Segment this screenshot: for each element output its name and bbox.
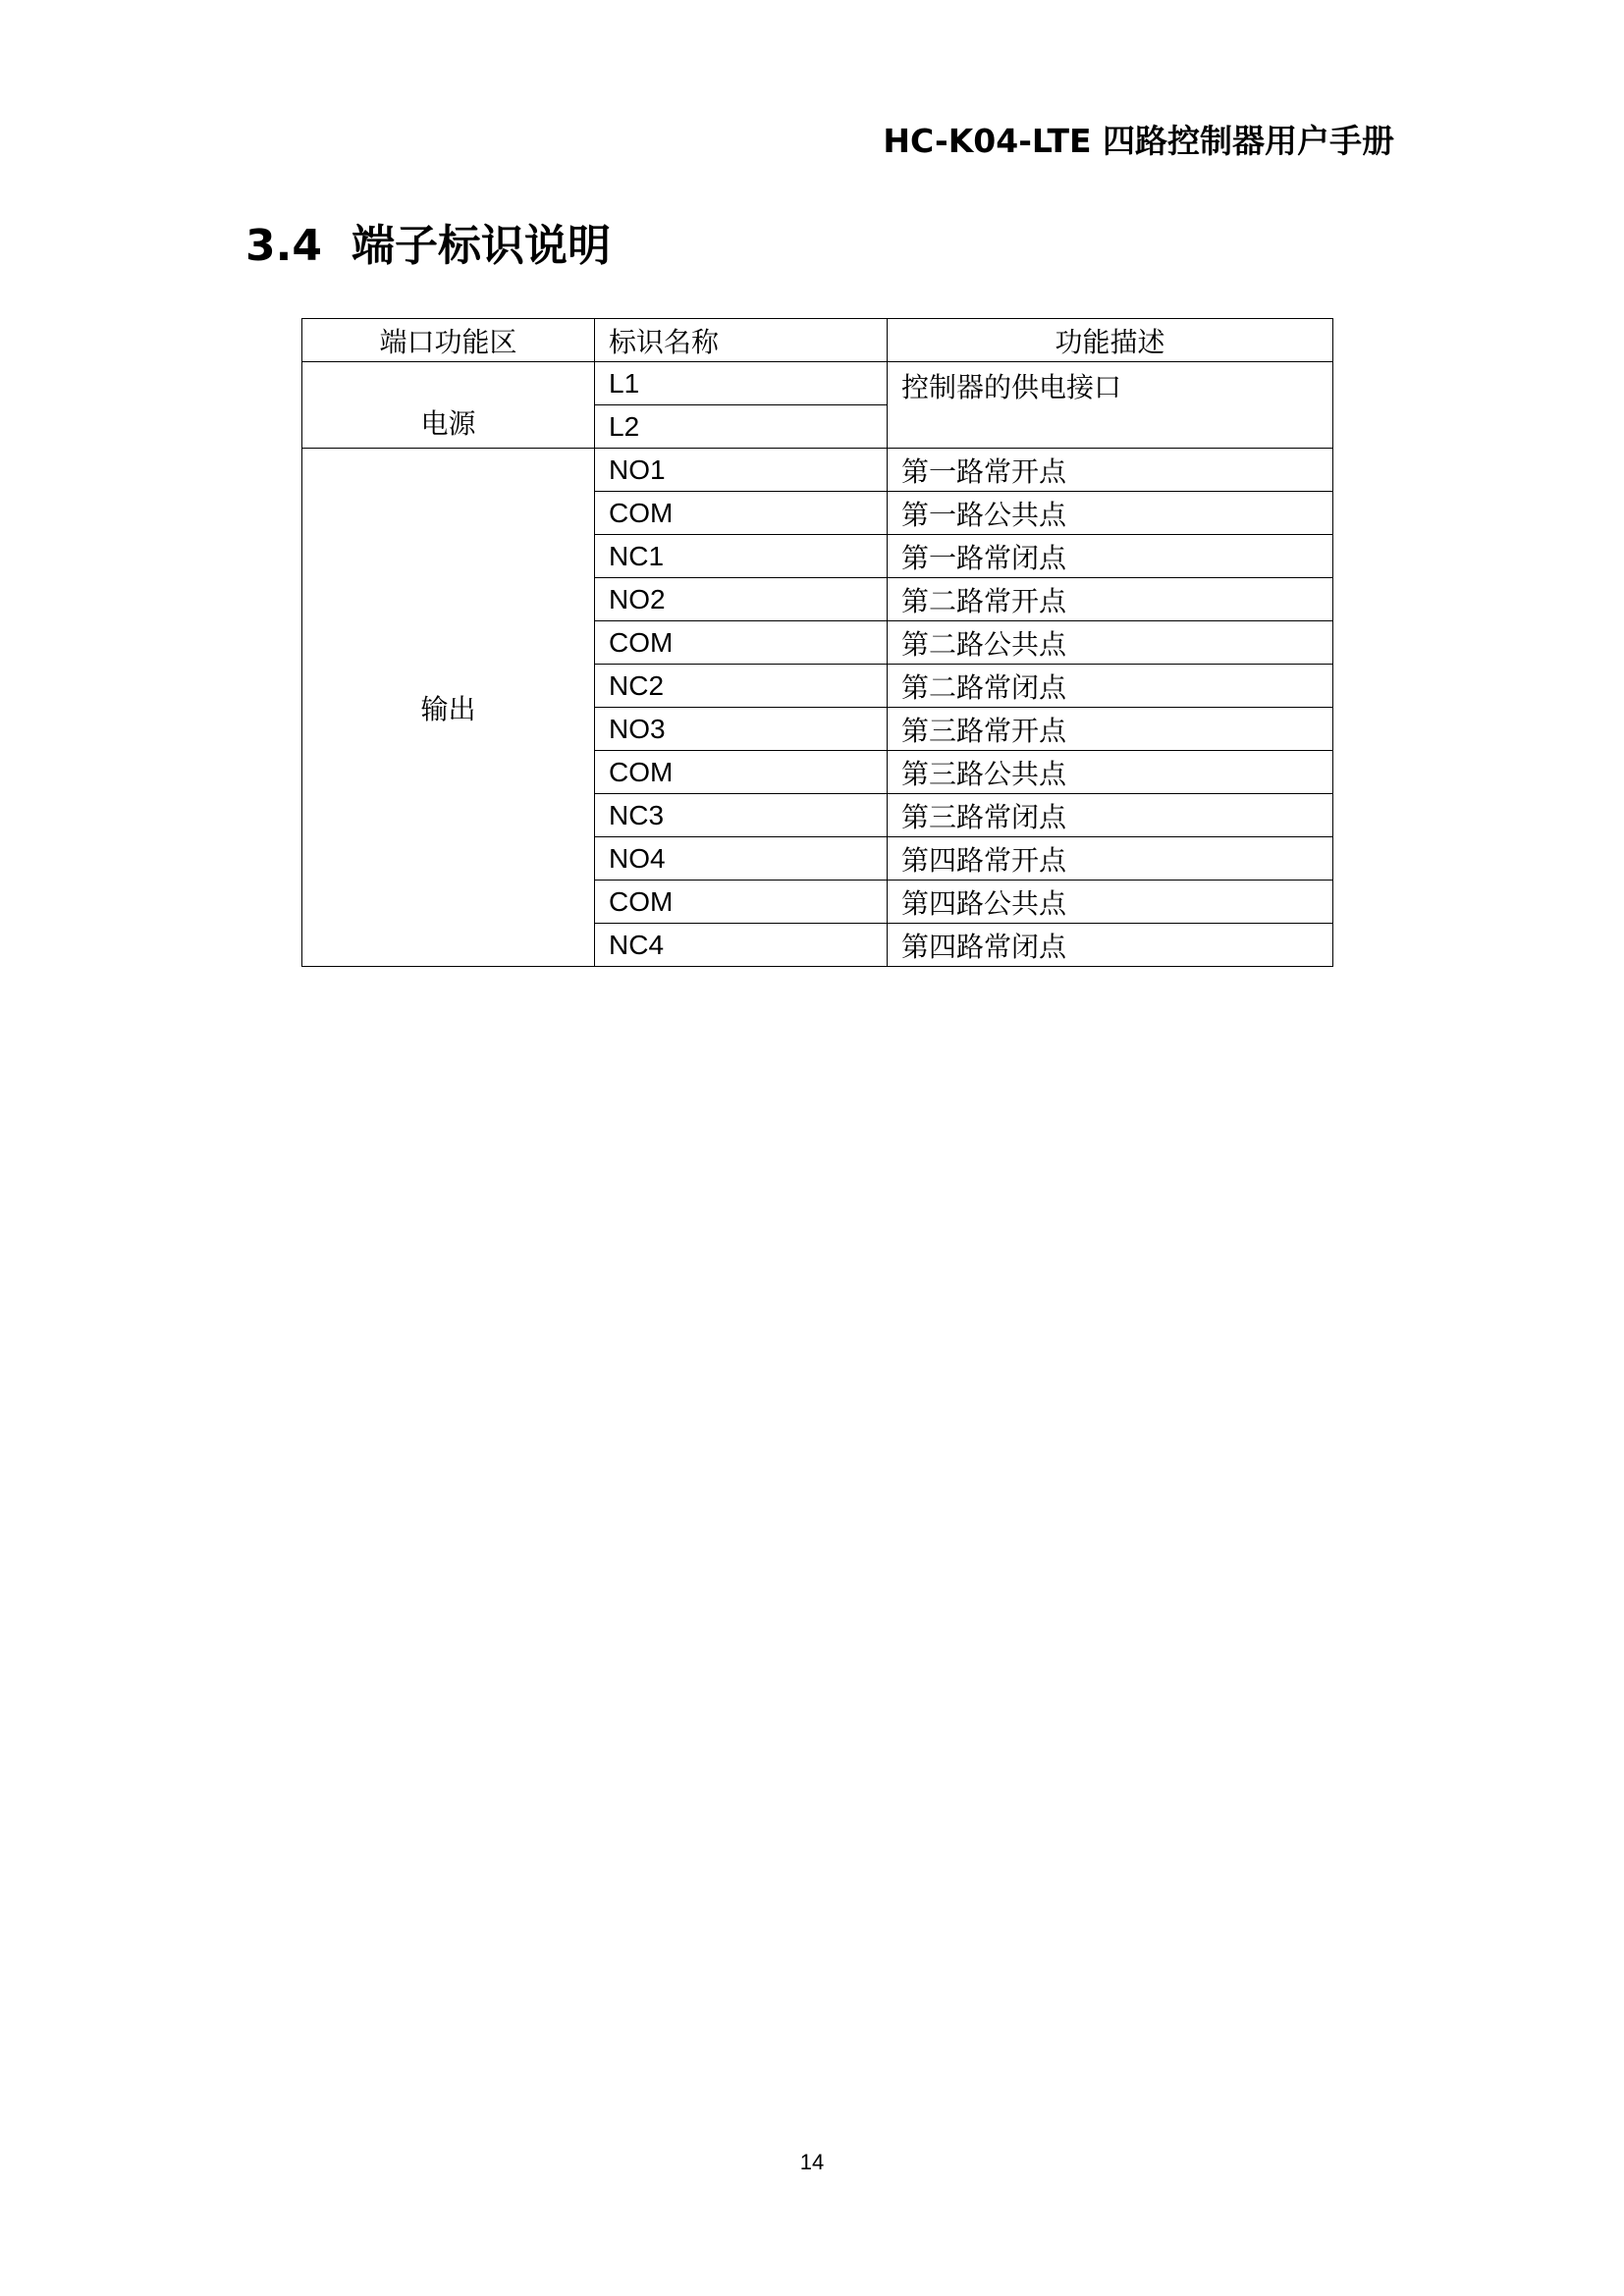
section-number: 3.4 (245, 221, 322, 271)
description-cell: 第二路常开点 (888, 578, 1333, 621)
column-header: 端口功能区 (302, 319, 595, 362)
description-cell: 第一路公共点 (888, 492, 1333, 535)
description-cell: 第三路公共点 (888, 751, 1333, 794)
description-cell: 第四路公共点 (888, 881, 1333, 924)
section-title: 端子标识说明 (352, 221, 611, 271)
label-cell: COM (595, 751, 888, 794)
description-cell: 第二路常闭点 (888, 665, 1333, 708)
description-cell: 控制器的供电接口 (888, 362, 1333, 449)
label-cell: COM (595, 881, 888, 924)
section-heading (245, 210, 611, 273)
description-cell: 第四路常开点 (888, 837, 1333, 881)
running-header: HC-K04-LTE 四路控制器用户手册 (883, 122, 1394, 160)
label-cell: NO1 (595, 449, 888, 492)
description-cell: 第一路常闭点 (888, 535, 1333, 578)
label-cell: NC3 (595, 794, 888, 837)
label-cell: NC2 (595, 665, 888, 708)
column-header: 功能描述 (888, 319, 1333, 362)
label-cell: L2 (595, 405, 888, 449)
column-header: 标识名称 (595, 319, 888, 362)
terminal-table (301, 318, 1333, 967)
zone-cell-power: 电源 (302, 362, 595, 449)
table-row (302, 449, 1333, 492)
description-cell: 第三路常闭点 (888, 794, 1333, 837)
table-header-row (302, 319, 1333, 362)
description-cell: 第一路常开点 (888, 449, 1333, 492)
label-cell: NO2 (595, 578, 888, 621)
description-cell: 第四路常闭点 (888, 924, 1333, 967)
label-cell: L1 (595, 362, 888, 405)
zone-cell-output: 输出 (302, 449, 595, 967)
label-cell: NC4 (595, 924, 888, 967)
description-cell: 第二路公共点 (888, 621, 1333, 665)
page-number: 14 (799, 2150, 825, 2174)
table-row (302, 362, 1333, 405)
label-cell: COM (595, 621, 888, 665)
label-cell: NC1 (595, 535, 888, 578)
label-cell: NO3 (595, 708, 888, 751)
description-cell: 第三路常开点 (888, 708, 1333, 751)
label-cell: NO4 (595, 837, 888, 881)
label-cell: COM (595, 492, 888, 535)
